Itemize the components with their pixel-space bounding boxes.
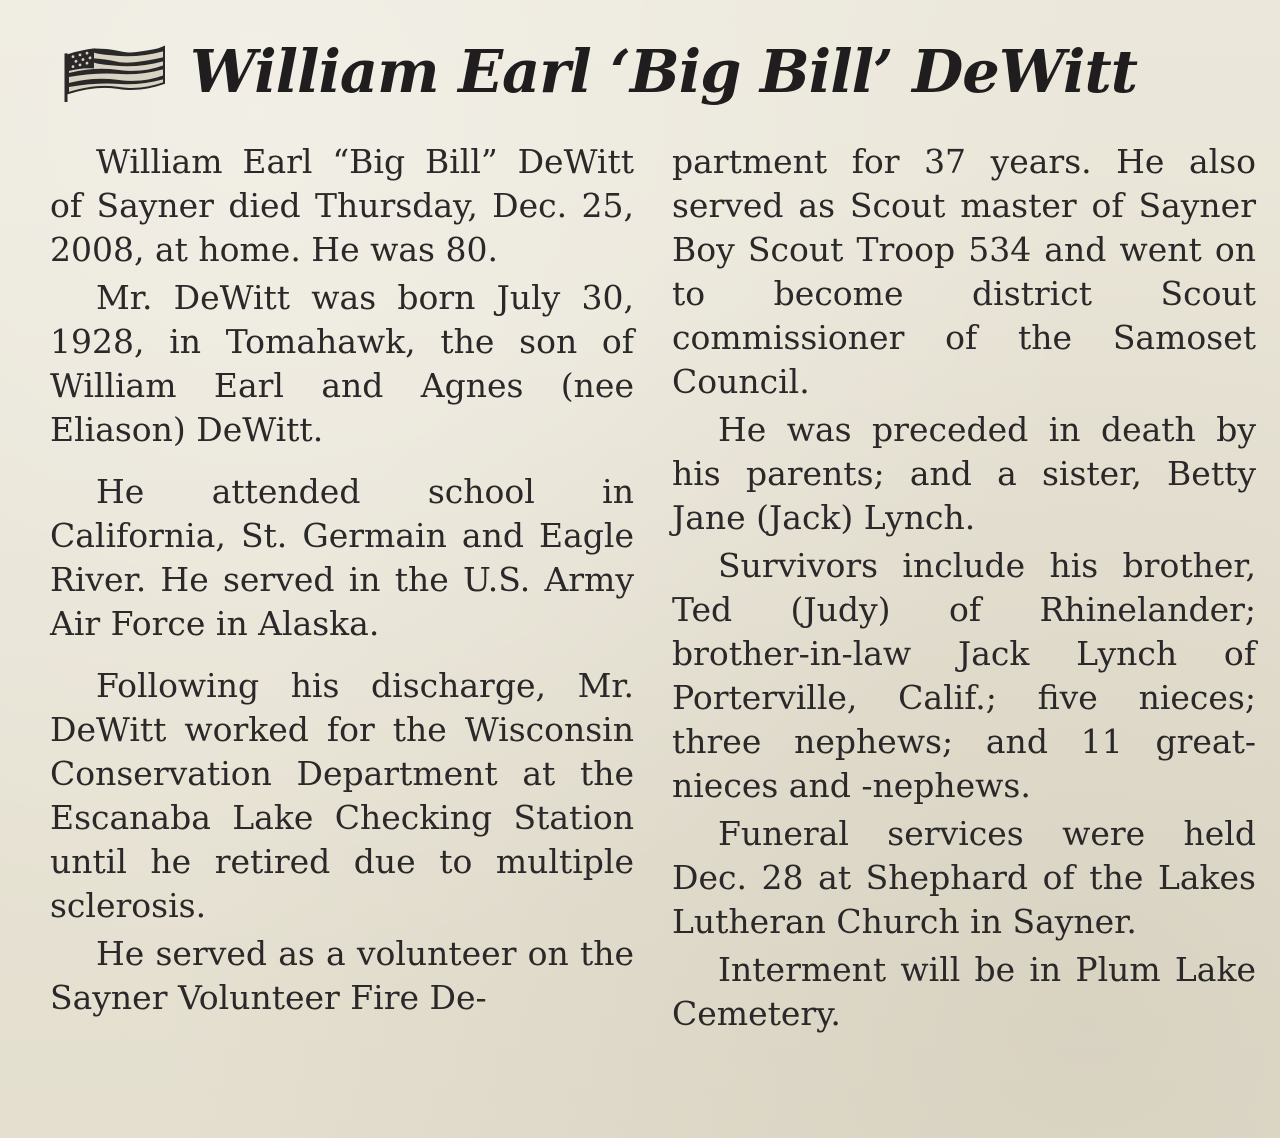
obituary-title: William Earl ‘Big Bill’ DeWitt [190,36,1137,106]
paragraph-volunteer-continued: partment for 37 years. He also served as Scout master of Sayner Boy Scout Troop 534 and went on to become district Scout commissioner of the Samoset Council. [672,142,1256,401]
paragraph-death-notice: William Earl “Big Bill” DeWitt of Sayner died Thursday, Dec. 25, 2008, at home. He was 80. [50,142,634,269]
left-column [50,140,634,1020]
headline [60,28,1137,114]
paragraph-interment: Interment will be in Plum Lake Cemetery. [672,950,1256,1033]
american-flag-icon [60,40,168,102]
right-column [672,140,1256,1036]
paragraph-funeral: Funeral services were held Dec. 28 at Shephard of the Lakes Lutheran Church in Sayner. [672,814,1256,941]
paragraph-survivors: Survivors include his brother, Ted (Judy) of Rhinelander; brother-in-law Jack Lynch of Porterville, Calif.; five nieces; three nephews; and 11 great-nieces and -nephews. [672,546,1256,805]
paragraph-preceded-in-death: He was preceded in death by his parents; and a sister, Betty Jane (Jack) Lynch. [672,410,1256,537]
paragraph-volunteer: He served as a volunteer on the Sayner Volunteer Fire De- [50,934,634,1017]
paragraph-birth: Mr. DeWitt was born July 30, 1928, in Tomahawk, the son of William Earl and Agnes (nee Eliason) DeWitt. [50,278,634,449]
paragraph-career: Following his discharge, Mr. DeWitt worked for the Wisconsin Conservation Department at the Escanaba Lake Checking Station until he retired due to multiple sclerosis. [50,666,634,925]
paragraph-education-service: He attended school in California, St. Germain and Eagle River. He served in the U.S. Army Air Force in Alaska. [50,472,634,643]
